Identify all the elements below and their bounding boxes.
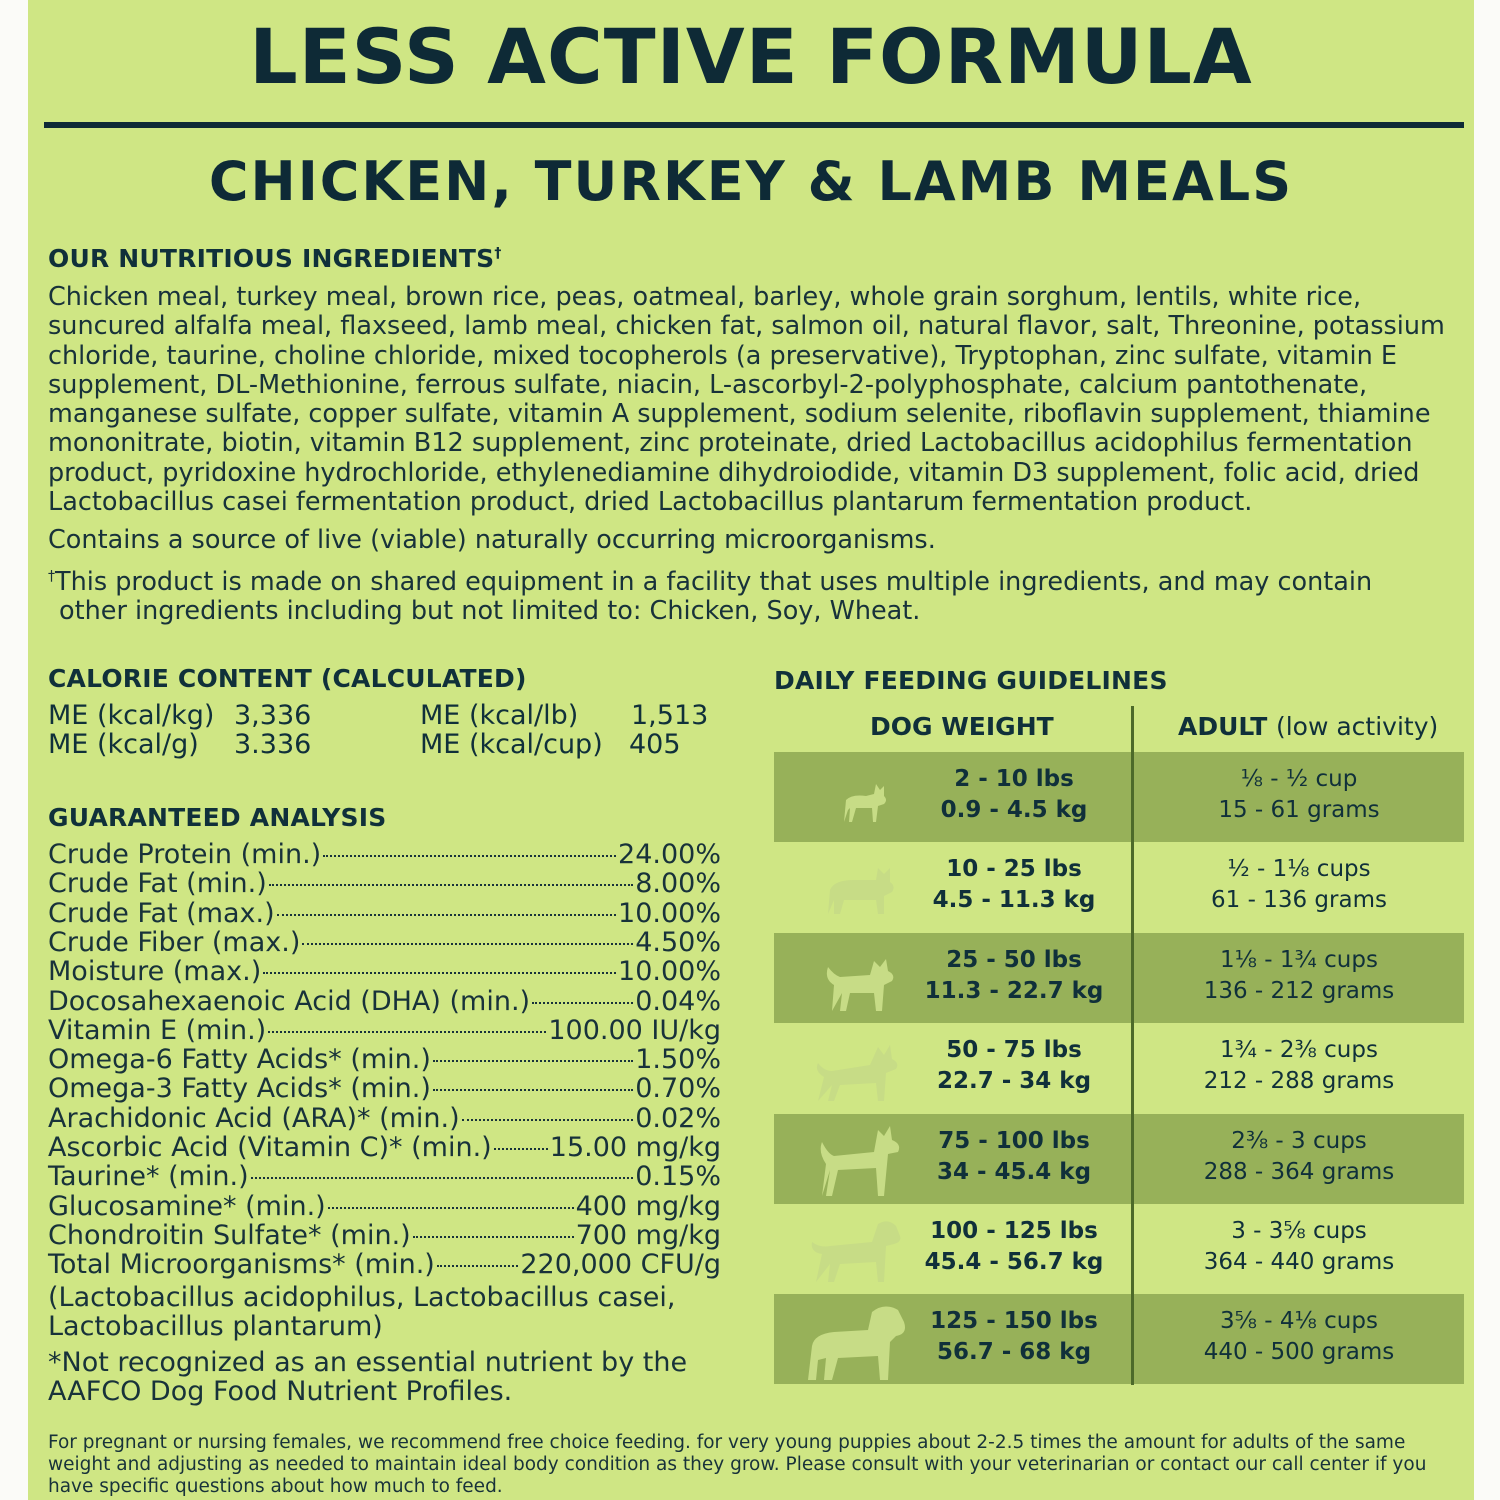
analysis-row: [48, 1221, 721, 1250]
dot-leader: [532, 1002, 633, 1004]
analysis-value: 700 mg/kg: [575, 1219, 721, 1251]
amount-cups: 3⅝ - 4⅛ cups: [1220, 1308, 1378, 1335]
dot-leader: [413, 1236, 574, 1238]
amount-grams: 364 - 440 grams: [1203, 1249, 1395, 1275]
dog-weight: [914, 854, 1114, 916]
page-title: LESS ACTIVE FORMULA: [249, 12, 1253, 101]
col-header-adult: [1178, 712, 1438, 741]
dot-leader: [433, 1089, 633, 1091]
calorie-value: 405: [629, 729, 681, 760]
weight-kg: 22.7 - 34 kg: [936, 1068, 1092, 1095]
adult-amount: [1134, 945, 1464, 1007]
large-dog-icon: [804, 1031, 914, 1109]
dog-weight: [914, 945, 1114, 1007]
dot-leader: [323, 855, 616, 857]
ingredients-line: Lactobacillus casei fermentation product, dried Lactobacillus plantarum fermentation product.: [48, 487, 1253, 518]
small-dog-icon: [804, 850, 914, 928]
analysis-label: Moisture (max.): [48, 956, 262, 988]
shared-line-2: other ingredients including but not limited to: Chicken, Soy, Wheat.: [59, 595, 921, 626]
analysis-label: Arachidonic Acid (ARA)* (min.): [48, 1102, 460, 1134]
shared-text-1: This product is made on shared equipment in a facility that uses multiple ingredients, and may contain: [55, 566, 1373, 597]
aafco-note: [48, 1348, 748, 1407]
analysis-row: [48, 840, 721, 869]
analysis-row: [48, 1133, 721, 1162]
analysis-value: 100.00 IU/kg: [548, 1014, 721, 1046]
weight-lbs: 75 - 100 lbs: [938, 1127, 1090, 1154]
col-header-weight: DOG WEIGHT: [870, 712, 1054, 741]
adult-amount: [1134, 764, 1464, 826]
weight-lbs: 2 - 10 lbs: [954, 766, 1074, 792]
adult-amount: [1134, 1216, 1464, 1278]
amount-cups: ½ - 1⅛ cups: [1227, 856, 1371, 883]
dog-weight: [914, 1035, 1114, 1097]
amount-grams: 288 - 364 grams: [1203, 1158, 1395, 1185]
weight-lbs: 50 - 75 lbs: [946, 1037, 1082, 1064]
analysis-row: [48, 1074, 721, 1103]
great-dane-icon: [804, 1122, 914, 1200]
weight-kg: 34 - 45.4 kg: [936, 1158, 1092, 1185]
analysis-label: Chondroitin Sulfate* (min.): [48, 1219, 411, 1251]
weight-kg: 4.5 - 11.3 kg: [932, 887, 1096, 914]
analysis-row: [48, 1250, 721, 1279]
adult-amount: [1134, 1126, 1464, 1188]
amount-cups: ⅛ - ½ cup: [1240, 766, 1358, 792]
footnote-line: For pregnant or nursing females, we recommend free choice feeding. for very young puppies about 2-2.5 times the amount for adults of the same: [48, 1432, 1406, 1453]
analysis-value: 10.00%: [618, 956, 721, 988]
amount-cups: 3 - 3⅝ cups: [1231, 1218, 1367, 1244]
analysis-row: [48, 957, 721, 986]
calorie-label: ME (kcal/lb): [420, 700, 579, 731]
adult-amount: [1134, 1035, 1464, 1097]
retriever-icon: [804, 1212, 914, 1290]
feeding-row: [774, 842, 1464, 932]
page-subtitle: CHICKEN, TURKEY & LAMB MEALS: [208, 150, 1294, 213]
analysis-heading: GUARANTEED ANALYSIS: [48, 803, 387, 832]
analysis-value: 1.50%: [635, 1044, 721, 1076]
footnote-line: weight and adjusting as needed to maintain ideal body condition as they grow. Please consult with your veterinarian or contact our call center if you: [48, 1454, 1427, 1475]
weight-lbs: 25 - 50 lbs: [946, 946, 1082, 973]
analysis-label: Crude Fat (min.): [48, 868, 267, 900]
weight-kg: 45.4 - 56.7 kg: [924, 1249, 1104, 1275]
ingredients-line: Chicken meal, turkey meal, brown rice, peas, oatmeal, barley, whole grain sorghum, lentils, white rice,: [48, 282, 1362, 312]
analysis-value: 400 mg/kg: [575, 1190, 721, 1222]
dog-weight: [914, 1306, 1114, 1368]
medium-dog-icon: [804, 941, 914, 1019]
dagger-mark: †: [494, 245, 502, 262]
analysis-row: [48, 1104, 721, 1133]
analysis-row: [48, 1016, 721, 1045]
ingredients-line: suncured alfalfa meal, flaxseed, lamb meal, chicken fat, salmon oil, natural flavor, salt, Threonine, potassium: [48, 311, 1445, 342]
analysis-value: 15.00 mg/kg: [549, 1132, 721, 1163]
calorie-value: 3,336: [234, 700, 312, 731]
analysis-label: Taurine* (min.): [48, 1161, 249, 1193]
dot-leader: [433, 1060, 633, 1062]
dot-leader: [328, 1207, 574, 1209]
shared-equipment-statement: [48, 562, 1458, 626]
feeding-row: [774, 1023, 1464, 1113]
tiny-dog-icon: [804, 760, 914, 838]
feeding-row: [774, 1204, 1464, 1294]
calorie-label: ME (kcal/g): [48, 729, 199, 760]
label-panel: [28, 0, 1474, 1500]
ingredients-line: chloride, taurine, choline chloride, mixed tocopherols (a preservative), Tryptophan, zinc sulfate, vitamin E: [48, 340, 1397, 371]
feeding-row: [774, 1114, 1464, 1204]
ingredients-heading-text: OUR NUTRITIOUS INGREDIENTS: [48, 244, 495, 273]
weight-lbs: 100 - 125 lbs: [930, 1218, 1098, 1244]
amount-cups: 1¾ - 2⅜ cups: [1220, 1037, 1378, 1064]
weight-lbs: 125 - 150 lbs: [930, 1308, 1098, 1335]
calorie-value: 3.336: [234, 729, 312, 760]
col-header-adult-note: (low activity): [1275, 712, 1439, 741]
feeding-row: [774, 933, 1464, 1023]
col-header-adult-label: ADULT: [1178, 712, 1268, 741]
weight-kg: 56.7 - 68 kg: [936, 1339, 1092, 1366]
analysis-value: 0.15%: [635, 1161, 721, 1193]
column-divider: [1131, 706, 1134, 1385]
analysis-row: [48, 1045, 721, 1074]
analysis-value: 0.04%: [635, 985, 721, 1017]
adult-amount: [1134, 1306, 1464, 1368]
analysis-label: Ascorbic Acid (Vitamin C)* (min.): [48, 1132, 492, 1163]
weight-lbs: 10 - 25 lbs: [946, 856, 1082, 883]
dog-weight: [914, 1126, 1114, 1188]
analysis-value: 0.70%: [635, 1073, 721, 1105]
ingredients-heading: [48, 244, 502, 273]
analysis-row: [48, 1162, 721, 1191]
dot-leader: [268, 1031, 546, 1033]
dot-leader: [462, 1119, 634, 1121]
analysis-label: Glucosamine* (min.): [48, 1190, 326, 1222]
analysis-label: Crude Fat (max.): [48, 897, 275, 929]
aafco-note-line: AAFCO Dog Food Nutrient Profiles.: [48, 1376, 513, 1408]
weight-kg: 11.3 - 22.7 kg: [924, 977, 1104, 1004]
ingredients-line: mononitrate, biotin, vitamin B12 supplement, zinc proteinate, dried Lactobacillus acidophilus fermentation: [48, 428, 1413, 459]
analysis-label: Docosahexaenoic Acid (DHA) (min.): [48, 985, 531, 1017]
amount-grams: 136 - 212 grams: [1203, 977, 1395, 1004]
aafco-note-line: *Not recognized as an essential nutrient by the: [48, 1347, 688, 1378]
ingredients-line: product, pyridoxine hydrochloride, ethylenediamine dihydroiodide, vitamin D3 supplement, folic acid, dried: [48, 457, 1420, 488]
analysis-value: 220,000 CFU/g: [520, 1249, 721, 1281]
dot-leader: [251, 1177, 634, 1179]
analysis-label: Crude Protein (min.): [48, 839, 322, 870]
analysis-label: Omega-6 Fatty Acids* (min.): [48, 1044, 431, 1076]
amount-grams: 61 - 136 grams: [1211, 887, 1387, 914]
analysis-row: [48, 1192, 721, 1221]
analysis-label: Total Microorganisms* (min.): [48, 1249, 435, 1281]
amount-grams: 440 - 500 grams: [1203, 1339, 1395, 1366]
microorganism-line: (Lactobacillus acidophilus, Lactobacillus casei,: [48, 1282, 676, 1313]
analysis-label: Omega-3 Fatty Acids* (min.): [48, 1073, 431, 1105]
calorie-heading: CALORIE CONTENT (CALCULATED): [48, 664, 527, 693]
analysis-value: 0.02%: [635, 1102, 721, 1134]
footnote-line: have specific questions about how much to feed.: [48, 1476, 503, 1497]
feeding-heading: DAILY FEEDING GUIDELINES: [774, 666, 1168, 695]
dot-leader: [269, 884, 633, 886]
calorie-value: 1,513: [631, 700, 709, 731]
dagger-mark: †: [48, 568, 55, 584]
feeding-row: [774, 752, 1464, 842]
dot-leader: [263, 972, 616, 974]
giant-dog-icon: [804, 1302, 914, 1380]
amount-grams: 15 - 61 grams: [1218, 797, 1380, 823]
microorganism-line: Lactobacillus plantarum): [48, 1311, 383, 1343]
weight-kg: 0.9 - 4.5 kg: [940, 797, 1088, 823]
calorie-label: ME (kcal/cup): [420, 729, 603, 760]
microorganism-species: [48, 1283, 748, 1342]
shared-line-1: [48, 567, 1372, 597]
analysis-row: [48, 928, 721, 957]
amount-cups: 1⅛ - 1¾ cups: [1220, 946, 1378, 973]
ingredients-list: [48, 283, 1468, 517]
calorie-label: ME (kcal/kg): [48, 700, 215, 731]
analysis-value: 4.50%: [635, 926, 721, 958]
amount-grams: 212 - 288 grams: [1203, 1068, 1395, 1095]
analysis-value: 8.00%: [635, 868, 721, 900]
feeding-row: [774, 1294, 1464, 1384]
analysis-value: 10.00%: [618, 897, 721, 929]
adult-amount: [1134, 854, 1464, 916]
ingredients-line: supplement, DL-Methionine, ferrous sulfate, niacin, L-ascorbyl-2-polyphosphate, calcium pantothenate,: [48, 369, 1368, 400]
feeding-footnote: [48, 1432, 1468, 1498]
dot-leader: [494, 1148, 548, 1150]
amount-cups: 2⅜ - 3 cups: [1231, 1127, 1367, 1154]
analysis-row: [48, 987, 721, 1016]
analysis-row: [48, 869, 721, 898]
analysis-row: [48, 899, 721, 928]
title-divider: [44, 122, 1464, 128]
dot-leader: [437, 1265, 519, 1267]
analysis-value: 24.00%: [618, 839, 721, 870]
analysis-label: Crude Fiber (max.): [48, 926, 301, 958]
ingredients-line: manganese sulfate, copper sulfate, vitamin A supplement, sodium selenite, riboflavin supplement, thiamine: [48, 399, 1431, 430]
dog-weight: [914, 1216, 1114, 1278]
dog-weight: [914, 764, 1114, 826]
dot-leader: [302, 943, 633, 945]
dot-leader: [277, 914, 616, 916]
analysis-label: Vitamin E (min.): [48, 1014, 267, 1046]
live-organisms-statement: Contains a source of live (viable) naturally occurring microorganisms.: [48, 525, 936, 555]
